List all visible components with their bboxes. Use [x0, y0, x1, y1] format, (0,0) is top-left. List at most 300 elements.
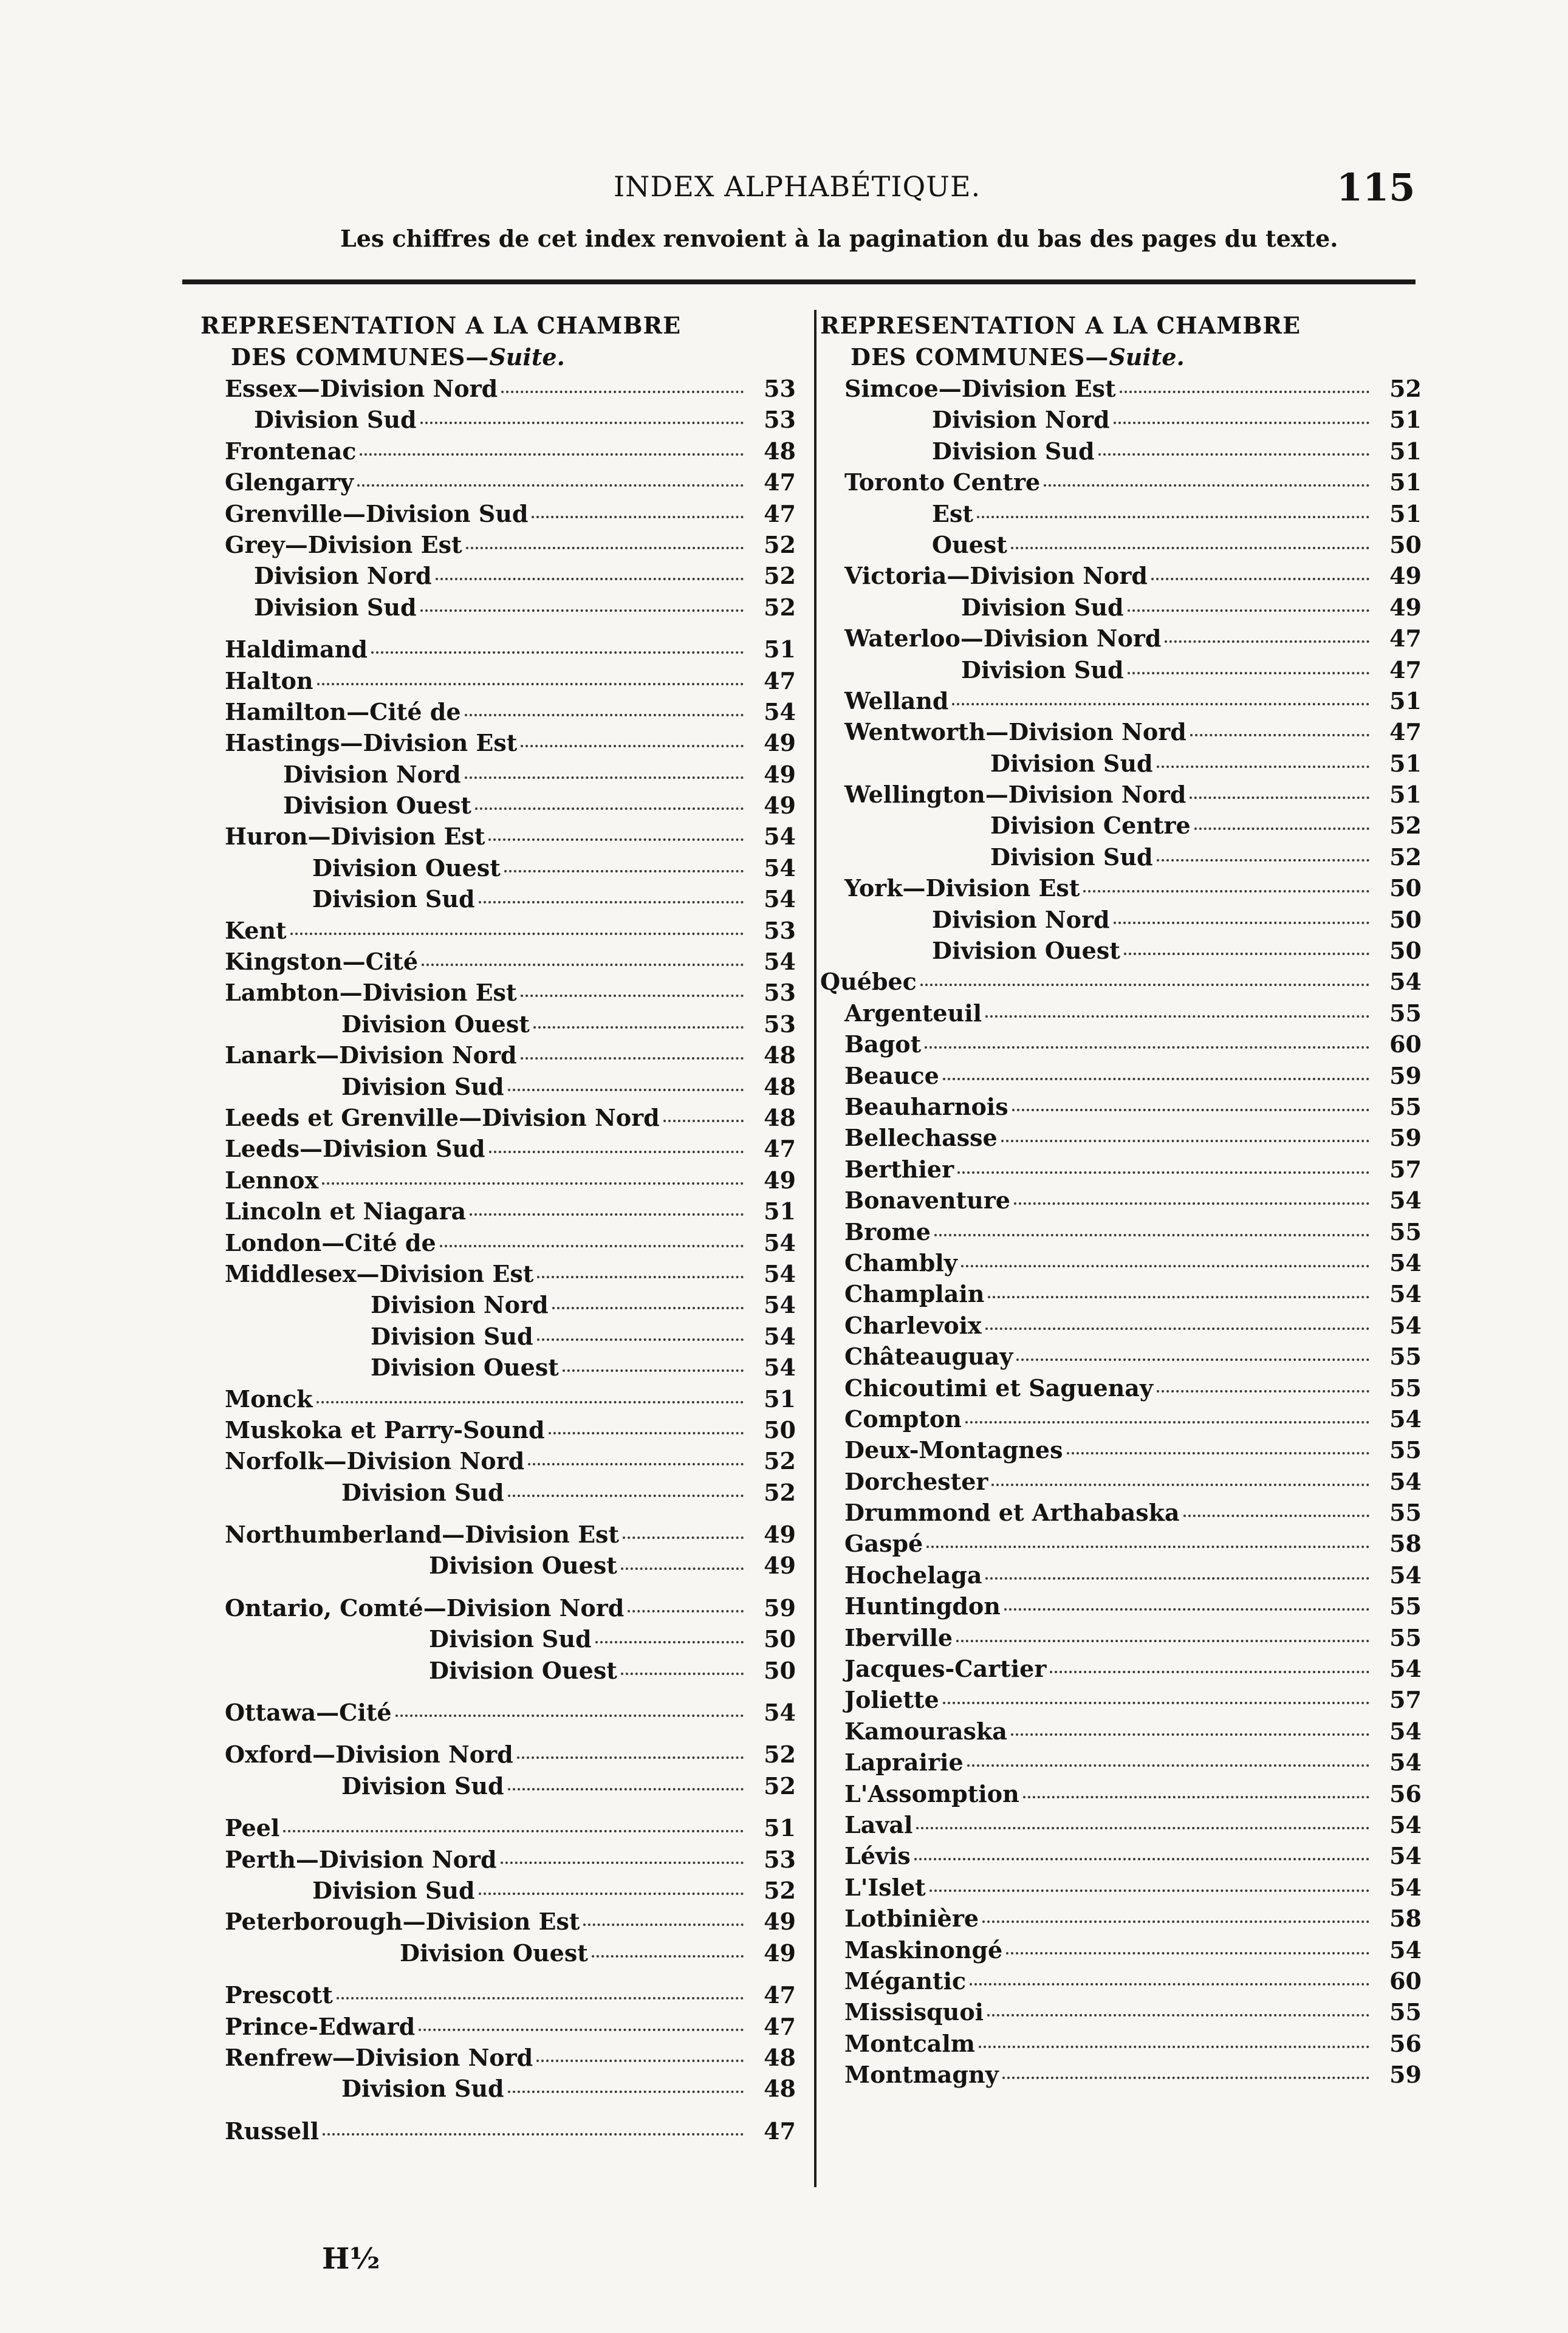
entry-page-number: 48 — [764, 2043, 796, 2071]
entry-page-number: 49 — [764, 1521, 796, 1549]
dot-leader — [1006, 1952, 1369, 1954]
dot-leader — [537, 1338, 744, 1341]
dot-leader — [943, 1078, 1369, 1080]
entry-name: Québec — [820, 968, 917, 996]
entry-page-number: 52 — [1389, 375, 1422, 402]
index-entry — [200, 1770, 796, 1801]
entry-name: Kingston—Cité — [225, 948, 418, 976]
entry-name: Wentworth—Division Nord — [844, 718, 1186, 746]
entry-page-number: 51 — [1389, 437, 1422, 465]
index-entry — [200, 1519, 796, 1550]
dot-leader — [465, 776, 744, 779]
index-entry — [200, 592, 796, 623]
dot-leader — [1190, 734, 1369, 736]
dot-leader — [914, 1858, 1369, 1860]
entry-name: Leeds et Grenville—Division Nord — [225, 1103, 660, 1131]
index-entry — [820, 404, 1422, 435]
dot-leader — [508, 1089, 744, 1091]
dot-leader — [1067, 1452, 1370, 1454]
index-entry — [200, 1697, 796, 1728]
dot-leader — [930, 1889, 1369, 1892]
entry-page-number: 52 — [764, 1772, 796, 1800]
dot-leader — [1050, 1671, 1369, 1673]
dot-leader — [970, 1983, 1369, 1985]
entry-page-number: 49 — [764, 1939, 796, 1967]
index-entry — [820, 2059, 1422, 2090]
section-heading — [200, 310, 796, 373]
entry-page-number: 54 — [1389, 1717, 1422, 1745]
index-entry — [820, 1560, 1422, 1591]
dot-leader — [465, 714, 744, 716]
entry-name: L'Assomption — [844, 1780, 1019, 1807]
index-entry — [820, 1185, 1422, 1216]
index-entry — [200, 1906, 796, 1937]
dot-leader — [920, 984, 1369, 986]
entry-name: Est — [932, 499, 973, 527]
entry-name: Beauharnois — [844, 1092, 1008, 1120]
entry-page-number: 54 — [764, 1354, 796, 1382]
entry-page-number: 52 — [1389, 812, 1422, 840]
dot-leader — [533, 1026, 744, 1029]
entry-page-number: 59 — [1389, 2061, 1422, 2089]
dot-leader — [470, 1213, 744, 1216]
dot-leader — [322, 1182, 744, 1185]
index-entry — [820, 1029, 1422, 1060]
index-entry — [820, 1778, 1422, 1809]
dot-leader — [628, 1610, 744, 1612]
dot-leader — [595, 1641, 744, 1643]
dot-leader — [1190, 797, 1369, 799]
entry-page-number: 50 — [764, 1656, 796, 1684]
entry-name: Deux-Montagnes — [844, 1436, 1063, 1464]
entry-page-number: 50 — [764, 1625, 796, 1653]
entry-page-number: 55 — [1389, 1374, 1422, 1402]
index-entry — [200, 1071, 796, 1102]
entry-page-number: 54 — [764, 1699, 796, 1727]
dot-leader — [957, 1171, 1369, 1174]
dot-leader — [988, 1296, 1369, 1298]
index-entry — [820, 436, 1422, 467]
signature-mark: H½ — [322, 2242, 380, 2276]
entry-name: Kent — [225, 916, 287, 944]
index-entry — [820, 498, 1422, 529]
entry-page-number: 55 — [1389, 1343, 1422, 1371]
entry-page-number: 48 — [764, 1041, 796, 1069]
index-entry — [820, 654, 1422, 685]
entry-page-number: 47 — [1389, 625, 1422, 653]
heading-suite: Suite. — [489, 343, 565, 371]
dot-leader — [985, 1577, 1369, 1580]
entry-page-number: 54 — [1389, 1842, 1422, 1870]
dot-leader — [283, 1830, 744, 1832]
dot-leader — [1012, 1109, 1369, 1111]
dot-leader — [1002, 2077, 1369, 2079]
entry-page-number: 55 — [1389, 1436, 1422, 1464]
index-entry — [200, 915, 796, 946]
entry-page-number: 52 — [764, 1447, 796, 1475]
entry-page-number: 55 — [1389, 1623, 1422, 1651]
index-entry — [820, 1278, 1422, 1309]
index-entry — [820, 1060, 1422, 1091]
entry-name: Division Sud — [341, 1072, 504, 1100]
index-entry — [200, 1979, 796, 2010]
index-entry — [200, 1937, 796, 1968]
entry-page-number: 59 — [764, 1594, 796, 1622]
entry-page-number: 47 — [764, 1135, 796, 1163]
entry-name: Simcoe—Division Est — [844, 375, 1116, 402]
dot-leader — [552, 1307, 744, 1309]
index-entry — [200, 2115, 796, 2146]
entry-page-number: 51 — [1389, 687, 1422, 714]
dot-leader — [1124, 953, 1369, 955]
index-entry — [820, 935, 1422, 966]
index-entry — [200, 1550, 796, 1581]
index-entry — [200, 1812, 796, 1843]
entry-page-number: 51 — [1389, 749, 1422, 777]
entry-name: Essex—Division Nord — [225, 375, 498, 402]
index-entry — [200, 883, 796, 914]
entry-name: Gaspé — [844, 1530, 923, 1558]
index-entry — [820, 998, 1422, 1029]
entry-page-number: 54 — [1389, 1311, 1422, 1339]
entry-name: Grey—Division Est — [225, 530, 462, 558]
entry-page-number: 54 — [1389, 1655, 1422, 1683]
index-entry — [200, 1040, 796, 1071]
entry-page-number: 54 — [1389, 1187, 1422, 1214]
heading-text: DES COMMUNES— — [851, 343, 1109, 371]
entry-name: Monck — [225, 1385, 313, 1413]
dot-leader — [549, 1432, 744, 1434]
index-entry — [820, 1310, 1422, 1341]
entry-name: Châteauguay — [844, 1343, 1013, 1371]
entry-name: Kamouraska — [844, 1717, 1007, 1745]
index-entry — [820, 1528, 1422, 1559]
entry-page-number: 53 — [764, 375, 796, 402]
index-entry — [200, 1414, 796, 1445]
entry-name: Division Sud — [932, 437, 1095, 465]
entry-name: Laval — [844, 1811, 913, 1838]
entry-page-number: 54 — [764, 1291, 796, 1319]
entry-name: Division Ouest — [283, 792, 471, 820]
dot-leader — [925, 1046, 1369, 1049]
dot-leader — [967, 1764, 1369, 1767]
entry-name: Hamilton—Cité de — [225, 697, 461, 725]
entry-name: Drummond et Arthabaska — [844, 1499, 1180, 1527]
dot-leader — [521, 1057, 744, 1060]
dot-leader — [517, 1756, 744, 1759]
entry-page-number: 54 — [1389, 1249, 1422, 1276]
entry-page-number: 47 — [764, 2012, 796, 2040]
entry-name: Division Ouest — [312, 854, 501, 882]
index-entry — [200, 1739, 796, 1770]
entry-name: Frontenac — [225, 437, 357, 465]
dot-leader — [371, 651, 744, 654]
index-entry — [820, 1403, 1422, 1434]
index-entry — [200, 1321, 796, 1352]
dot-leader — [479, 1893, 744, 1895]
entry-name: Division Nord — [283, 760, 461, 788]
dot-leader — [621, 1673, 744, 1675]
entry-page-number: 53 — [764, 1010, 796, 1038]
index-entry — [200, 1196, 796, 1227]
entry-page-number: 54 — [764, 854, 796, 882]
entry-page-number: 55 — [1389, 1592, 1422, 1620]
entry-page-number: 51 — [764, 1197, 796, 1225]
entry-page-number: 60 — [1389, 1030, 1422, 1058]
entry-name: Huntingdon — [844, 1592, 1001, 1620]
index-entry — [820, 966, 1422, 997]
index-entry — [200, 1258, 796, 1289]
entry-page-number: 51 — [1389, 499, 1422, 527]
index-entry — [200, 946, 796, 977]
dot-leader — [337, 1997, 744, 1999]
dot-leader — [1016, 1358, 1369, 1361]
dot-leader — [479, 901, 744, 903]
dot-leader — [504, 870, 744, 872]
left-column — [200, 310, 796, 2146]
dot-leader — [943, 1702, 1369, 1704]
entry-name: Charlevoix — [844, 1311, 982, 1339]
index-entry — [820, 1747, 1422, 1778]
dot-leader — [420, 609, 744, 612]
entry-page-number: 47 — [764, 1981, 796, 2009]
entry-name: Leeds—Division Sud — [225, 1135, 485, 1163]
entry-name: Lanark—Division Nord — [225, 1041, 517, 1069]
dot-leader — [521, 995, 744, 997]
entry-name: Perth—Division Nord — [225, 1845, 497, 1873]
entry-name: Division Ouest — [341, 1010, 530, 1038]
dot-leader — [1128, 609, 1369, 612]
entry-name: Lévis — [844, 1842, 911, 1870]
entry-name: Laprairie — [844, 1749, 964, 1776]
entry-name: Division Sud — [341, 1772, 504, 1800]
dot-leader — [508, 1788, 744, 1790]
index-entry — [200, 2042, 796, 2073]
entry-page-number: 59 — [1389, 1061, 1422, 1089]
entry-name: Division Sud — [990, 843, 1153, 871]
index-entry — [820, 1372, 1422, 1403]
entry-page-number: 54 — [764, 1322, 796, 1350]
dot-leader — [528, 1463, 744, 1465]
index-entry — [820, 1622, 1422, 1653]
entry-name: Division Sud — [254, 593, 417, 621]
dot-leader — [1151, 578, 1369, 580]
dot-leader — [290, 933, 744, 935]
index-entry — [200, 821, 796, 852]
entry-name: Division Sud — [312, 885, 475, 913]
dot-leader — [1083, 890, 1369, 892]
entry-page-number: 51 — [1389, 468, 1422, 496]
entry-name: Glengarry — [225, 468, 354, 496]
entry-page-number: 54 — [1389, 968, 1422, 996]
entry-name: Division Sud — [429, 1625, 592, 1653]
index-entry — [820, 810, 1422, 841]
index-entry — [820, 1840, 1422, 1871]
entry-name: London—Cité de — [225, 1228, 436, 1256]
entry-page-number: 54 — [764, 1259, 796, 1287]
dot-leader — [621, 1567, 744, 1570]
entry-page-number: 48 — [764, 1072, 796, 1100]
entry-name: Chambly — [844, 1249, 957, 1276]
running-title: INDEX ALPHABÉTIQUE. — [614, 170, 981, 203]
dot-leader — [1023, 1796, 1369, 1798]
entry-name: Division Sud — [254, 406, 417, 434]
index-entry — [820, 1716, 1422, 1747]
dot-leader — [360, 453, 744, 456]
dot-leader — [419, 2029, 744, 2031]
index-entry — [200, 467, 796, 498]
dot-leader — [1157, 859, 1369, 862]
entry-page-number: 54 — [1389, 1811, 1422, 1838]
section-heading — [820, 310, 1422, 373]
entry-page-number: 50 — [1389, 874, 1422, 902]
entry-name: Division Centre — [990, 812, 1191, 840]
entry-name: Division Sud — [312, 1876, 475, 1904]
index-entry — [820, 1591, 1422, 1622]
index-entry — [820, 872, 1422, 903]
index-entry — [200, 665, 796, 696]
index-entry — [820, 1996, 1422, 2027]
dot-leader — [420, 422, 744, 424]
entry-name: Division Sud — [341, 2075, 504, 2103]
entry-name: Grenville—Division Sud — [225, 499, 529, 527]
entry-page-number: 51 — [1389, 406, 1422, 434]
dot-leader — [965, 1421, 1369, 1423]
dot-leader — [1011, 1733, 1369, 1736]
dot-leader — [985, 1015, 1369, 1018]
dot-leader — [489, 1151, 744, 1153]
dot-leader — [1004, 1608, 1369, 1611]
entry-name: Hochelaga — [844, 1561, 982, 1589]
dot-leader — [357, 484, 744, 487]
entry-name: Muskoka et Parry-Sound — [225, 1416, 545, 1444]
entry-page-number: 54 — [1389, 1561, 1422, 1589]
entry-page-number: 57 — [1389, 1155, 1422, 1183]
entry-name: Lotbinière — [844, 1905, 979, 1933]
dot-leader — [1044, 484, 1369, 487]
entry-page-number: 48 — [764, 2075, 796, 2103]
dot-leader — [488, 838, 744, 841]
index-entry — [820, 529, 1422, 560]
entry-name: Bonaventure — [844, 1187, 1010, 1214]
entry-page-number: 58 — [1389, 1530, 1422, 1558]
entry-page-number: 55 — [1389, 1218, 1422, 1245]
entry-page-number: 47 — [764, 499, 796, 527]
entry-name: Beauce — [844, 1061, 939, 1089]
entry-name: Ottawa—Cité — [225, 1699, 392, 1727]
entry-page-number: 49 — [1389, 562, 1422, 590]
entry-name: Berthier — [844, 1155, 954, 1183]
entry-page-number: 47 — [764, 468, 796, 496]
index-entry — [200, 1592, 796, 1623]
dot-leader — [1011, 547, 1369, 549]
index-entry — [200, 1875, 796, 1906]
entry-name: L'Islet — [844, 1873, 926, 1901]
index-entry — [820, 904, 1422, 935]
entry-name: Division Nord — [932, 905, 1110, 933]
entry-page-number: 54 — [764, 1228, 796, 1256]
entry-page-number: 50 — [1389, 905, 1422, 933]
heading-line-1: REPRESENTATION A LA CHAMBRE — [200, 312, 682, 339]
dot-leader — [395, 1715, 744, 1717]
dot-leader — [991, 1484, 1369, 1486]
dot-leader — [916, 1827, 1369, 1829]
index-entry — [200, 498, 796, 529]
entry-page-number: 54 — [764, 885, 796, 913]
entry-page-number: 53 — [764, 979, 796, 1007]
entry-name: Division Sud — [990, 749, 1153, 777]
entry-name: Waterloo—Division Nord — [844, 625, 1162, 653]
entry-page-number: 55 — [1389, 1499, 1422, 1527]
entry-page-number: 49 — [764, 792, 796, 820]
index-entry — [820, 716, 1422, 747]
index-entry — [820, 685, 1422, 716]
entry-page-number: 54 — [1389, 1936, 1422, 1964]
entry-name: Champlain — [844, 1280, 985, 1308]
entry-name: Argenteuil — [844, 999, 982, 1027]
dot-leader — [1014, 1202, 1369, 1205]
entry-name: Division Ouest — [932, 937, 1120, 965]
index-entry — [820, 1247, 1422, 1278]
index-entry — [200, 1383, 796, 1414]
dot-leader — [1001, 1140, 1369, 1142]
entry-page-number: 49 — [764, 1552, 796, 1580]
index-entry — [820, 1809, 1422, 1840]
dot-leader — [422, 964, 744, 966]
dot-leader — [592, 1955, 744, 1958]
dot-leader — [1194, 827, 1369, 830]
entry-page-number: 54 — [764, 948, 796, 976]
column-divider — [814, 310, 817, 2187]
dot-leader — [956, 1640, 1369, 1642]
index-entry — [200, 1477, 796, 1508]
entry-name: Missisquoi — [844, 1998, 984, 2026]
index-entry — [200, 1165, 796, 1196]
index-entry — [820, 1497, 1422, 1528]
index-entry — [200, 1289, 796, 1320]
entry-name: Division Nord — [371, 1291, 549, 1319]
entry-name: Division Nord — [932, 406, 1110, 434]
entry-page-number: 53 — [764, 1845, 796, 1873]
index-entry — [200, 759, 796, 790]
entry-name: Welland — [844, 687, 949, 714]
dot-leader — [501, 1862, 744, 1864]
dot-leader — [323, 2133, 744, 2136]
heading-suite: Suite. — [1109, 343, 1185, 371]
entry-page-number: 47 — [764, 2117, 796, 2145]
page-number: 115 — [1337, 165, 1416, 210]
dot-leader — [583, 1924, 744, 1926]
page-header — [0, 165, 1568, 255]
entry-name: Northumberland—Division Est — [225, 1521, 619, 1549]
index-entry — [820, 779, 1422, 810]
entry-page-number: 52 — [764, 530, 796, 558]
entry-page-number: 47 — [764, 666, 796, 694]
dot-leader — [1157, 1390, 1369, 1393]
entry-page-number: 51 — [764, 635, 796, 663]
entry-name: Ouest — [932, 530, 1007, 558]
entry-page-number: 49 — [764, 760, 796, 788]
index-entry — [820, 1466, 1422, 1497]
entry-page-number: 47 — [1389, 718, 1422, 746]
entry-name: Toronto Centre — [844, 468, 1041, 496]
entry-page-number: 51 — [764, 1385, 796, 1413]
index-entry — [200, 1844, 796, 1875]
dot-leader — [532, 516, 744, 518]
entry-name: Mégantic — [844, 1967, 967, 1995]
dot-leader — [1114, 922, 1369, 924]
entry-name: Prince-Edward — [225, 2012, 416, 2040]
